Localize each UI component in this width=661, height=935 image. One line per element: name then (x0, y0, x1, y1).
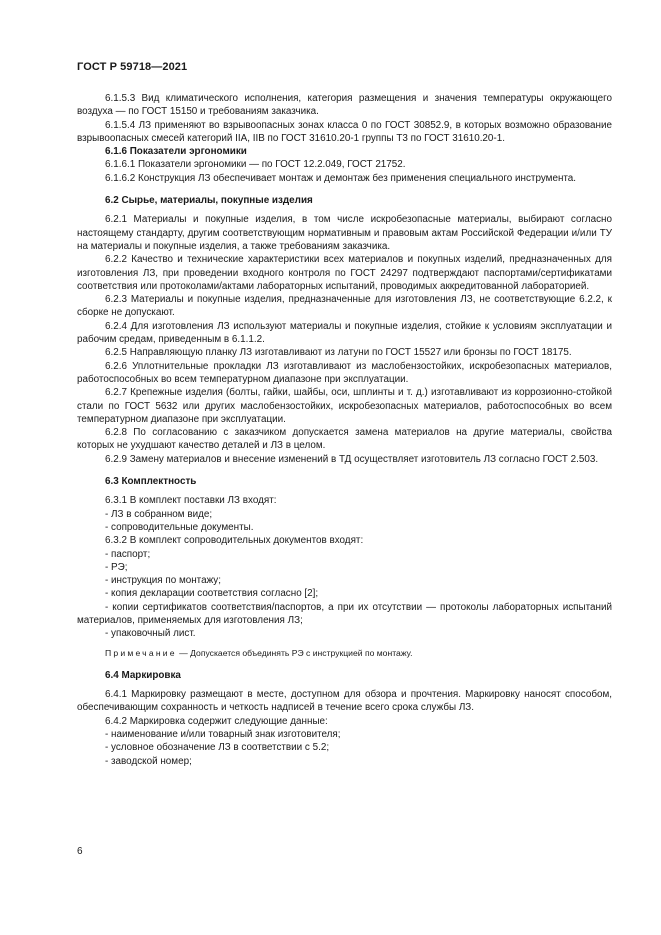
list-item: - ЛЗ в собранном виде; (105, 508, 213, 520)
paragraph: 6.2.2 Качество и технические характеристики всех материалов и покупных изделий, предназначенных для изготовления ЛЗ, при проведении входного контроля по ГОСТ 24297 подтверждают паспортами/сертификатами соответствия или протоколами/актами лабораторных испытаний, проводимых аккредитованной лабораторией. (77, 254, 612, 292)
list-item: - условное обозначение ЛЗ в соответствии с 5.2; (105, 742, 330, 754)
section-heading: 6.3 Комплектность (105, 476, 197, 488)
paragraph: 6.1.5.4 ЛЗ применяют во взрывоопасных зонах класса 0 по ГОСТ 30852.9, в которых возможно образование взрывоопасных смесей категорий IIA, IIB по ГОСТ 31610.20-1 группы Т3 по ГОСТ 31610.20-1. (77, 119, 612, 144)
paragraph: 6.1.6.1 Показатели эргономики — по ГОСТ 12.2.049, ГОСТ 21752. (105, 159, 406, 171)
section-heading: 6.2 Сырье, материалы, покупные изделия (105, 195, 313, 207)
paragraph: 6.1.5.3 Вид климатического исполнения, категория размещения и значения температуры окружающего воздуха — по ГОСТ 15150 и требованиям заказчика. (77, 93, 612, 118)
paragraph: 6.2.5 Направляющую планку ЛЗ изготавливают из латуни по ГОСТ 15527 или бронзы по ГОСТ 18175. (105, 347, 572, 359)
paragraph: 6.2.3 Материалы и покупные изделия, предназначенные для изготовления ЛЗ, не соответствующие 6.2.2, к сборке не допускают. (77, 294, 612, 319)
document-body (77, 92, 612, 768)
list-item: - сопроводительные документы. (105, 521, 254, 533)
list-item: - упаковочный лист. (105, 628, 196, 640)
paragraph: 6.3.1 В комплект поставки ЛЗ входят: (105, 495, 277, 507)
list-item: - РЭ; (105, 561, 128, 573)
section-heading: 6.4 Маркировка (105, 669, 181, 681)
paragraph: 6.2.7 Крепежные изделия (болты, гайки, шайбы, оси, шплинты и т. д.) изготавливают из коррозионно-стойкой стали по ГОСТ 5632 или других маслобензостойких, искробезопасных материалов, работоспособных во всем температурном диапазоне при эксплуатации. (77, 387, 612, 425)
note-label: Примечание (105, 647, 177, 658)
list-item: - копии сертификатов соответствия/паспортов, а при их отсутствии — протоколы лабораторных испытаний материалов, применяемых для изготовления ЛЗ; (77, 601, 612, 626)
paragraph: 6.4.2 Маркировка содержит следующие данные: (105, 715, 328, 727)
document-header: ГОСТ Р 59718—2021 (77, 61, 188, 73)
list-item: - заводской номер; (105, 755, 192, 767)
subsection-heading: 6.1.6 Показатели эргономики (105, 146, 247, 158)
paragraph: 6.2.1 Материалы и покупные изделия, в том числе искробезопасные материалы, выбирают согласно настоящему стандарту, другим соответствующим нормативным и правовым актам Российской Федерации и/или ТУ на материалы и покупные изделия, а также требованиям заказчика. (77, 214, 612, 252)
paragraph: 6.2.4 Для изготовления ЛЗ используют материалы и покупные изделия, стойкие к условиям эксплуатации и рабочим средам, приведенным в 6.1.1.2. (77, 320, 612, 346)
paragraph: 6.2.9 Замену материалов и внесение изменений в ТД осуществляет изготовитель ЛЗ согласно ГОСТ 2.503. (105, 453, 599, 465)
page-number: 6 (77, 846, 83, 857)
paragraph: 6.2.6 Уплотнительные прокладки ЛЗ изготавливают из маслобензостойких, искробезопасных материалов, работоспособных во всем температурном диапазоне при эксплуатации. (77, 360, 612, 385)
paragraph: 6.1.6.2 Конструкция ЛЗ обеспечивает монтаж и демонтаж без применения специального инструмента. (105, 172, 577, 184)
list-item: - инструкция по монтажу; (105, 575, 221, 587)
paragraph: 6.2.8 По согласованию с заказчиком допускается замена материалов на другие материалы, свойства которых не ухудшают качество деталей и ЛЗ в целом. (77, 427, 612, 452)
note-text: — Допускается объединять РЭ с инструкцией по монтажу. (176, 647, 413, 658)
paragraph: 6.3.2 В комплект сопроводительных документов входят: (105, 535, 364, 547)
list-item: - паспорт; (105, 548, 151, 560)
note (77, 647, 612, 660)
list-item: - наименование и/или товарный знак изготовителя; (105, 729, 341, 741)
list-item: - копия декларации соответствия согласно [2]; (105, 588, 319, 600)
paragraph: 6.4.1 Маркировку размещают в месте, доступном для обзора и прочтения. Маркировку наносят способом, обеспечивающим сохранность и четкость надписей в течение всего срока службы ЛЗ. (77, 689, 612, 714)
